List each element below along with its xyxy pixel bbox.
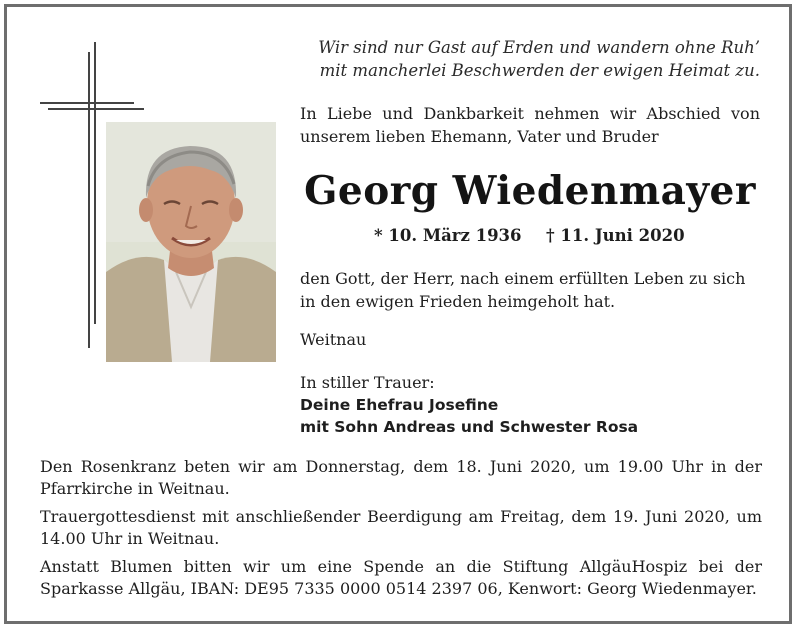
mourning-intro: In stiller Trauer: [300,373,435,392]
intro-text: In Liebe und Dankbarkeit nehmen wir Abschied von unserem lieben Ehemann, Vater und Bruder [300,104,760,146]
deceased-name: Georg Wiedenmayer [304,168,756,214]
mourner-family: mit Sohn Andreas und Schwester Rosa [300,418,639,436]
body-text: den Gott, der Herr, nach einem erfüllten Leben zu sich in den ewigen Frieden heimgeholt hat. [300,269,746,311]
quote-line-1: Wir sind nur Gast auf Erden und wandern ohne Ruh’ [318,38,760,57]
donation-notice: Anstatt Blumen bitten wir um eine Spende an die Stiftung AllgäuHospiz bei der Sparkasse Allgäu, IBAN: DE95 7335 0000 0514 2397 06, Kenwort: Georg Wiedenmayer. [40,557,762,598]
portrait-photo [106,122,276,362]
memorial-quote [300,36,760,82]
service-notices [40,456,762,606]
mourners-block [300,372,638,438]
place-name: Weitnau [300,330,367,349]
rosary-notice: Den Rosenkranz beten wir am Donnerstag, dem 18. Juni 2020, um 19.00 Uhr in der Pfarrkirche in Weitnau. [40,457,762,498]
quote-line-2: mit mancherlei Beschwerden der ewigen Heimat zu. [319,61,760,80]
funeral-notice: Trauergottesdienst mit anschließender Beerdigung am Freitag, dem 19. Juni 2020, um 14.00 Uhr in Weitnau. [40,507,762,548]
birth-date: * 10. März 1936 [374,226,522,245]
mourner-wife: Deine Ehefrau Josefine [300,396,499,414]
death-date: † 11. Juni 2020 [546,226,685,245]
